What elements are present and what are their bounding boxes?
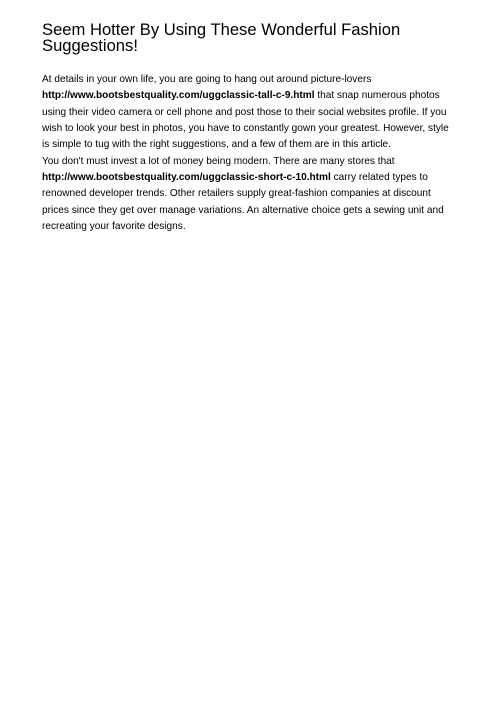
- text-line: http://www.bootsbestquality.com/uggclassic-short-c-10.html carry related types to: [42, 172, 428, 184]
- title-line-1: Seem Hotter By Using These Wonderful Fashion: [42, 20, 401, 39]
- text-line: renowned developer trends. Other retailers supply great-fashion companies at discount: [42, 188, 431, 200]
- text-line: recreating your favorite designs.: [42, 221, 186, 233]
- text-line: prices since they get over manage variations. An alternative choice gets a sewing unit and: [42, 204, 444, 216]
- text-line: http://www.bootsbestquality.com/uggclassic-tall-c-9.html that snap numerous photos: [42, 90, 440, 102]
- text-line: wish to look your best in photos, you have to constantly gown your greatest. However, style: [42, 123, 449, 135]
- document-title: [42, 22, 442, 54]
- text-line: is simple to tug with the right suggestions, and a few of them are in this article.: [42, 139, 391, 151]
- uggclassic-short-link[interactable]: http://www.bootsbestquality.com/uggclassic-short-c-10.html: [42, 172, 331, 184]
- text-line: You don't must invest a lot of money being modern. There are many stores that: [42, 155, 395, 167]
- text-line: At details in your own life, you are going to hang out around picture-lovers: [42, 74, 372, 85]
- title-line-2: Suggestions!: [42, 36, 138, 55]
- uggclassic-tall-link[interactable]: http://www.bootsbestquality.com/uggclassic-tall-c-9.html: [42, 90, 315, 102]
- text-line: using their video camera or cell phone and post those to their social websites profile. If you: [42, 106, 447, 118]
- article-body: [42, 72, 472, 235]
